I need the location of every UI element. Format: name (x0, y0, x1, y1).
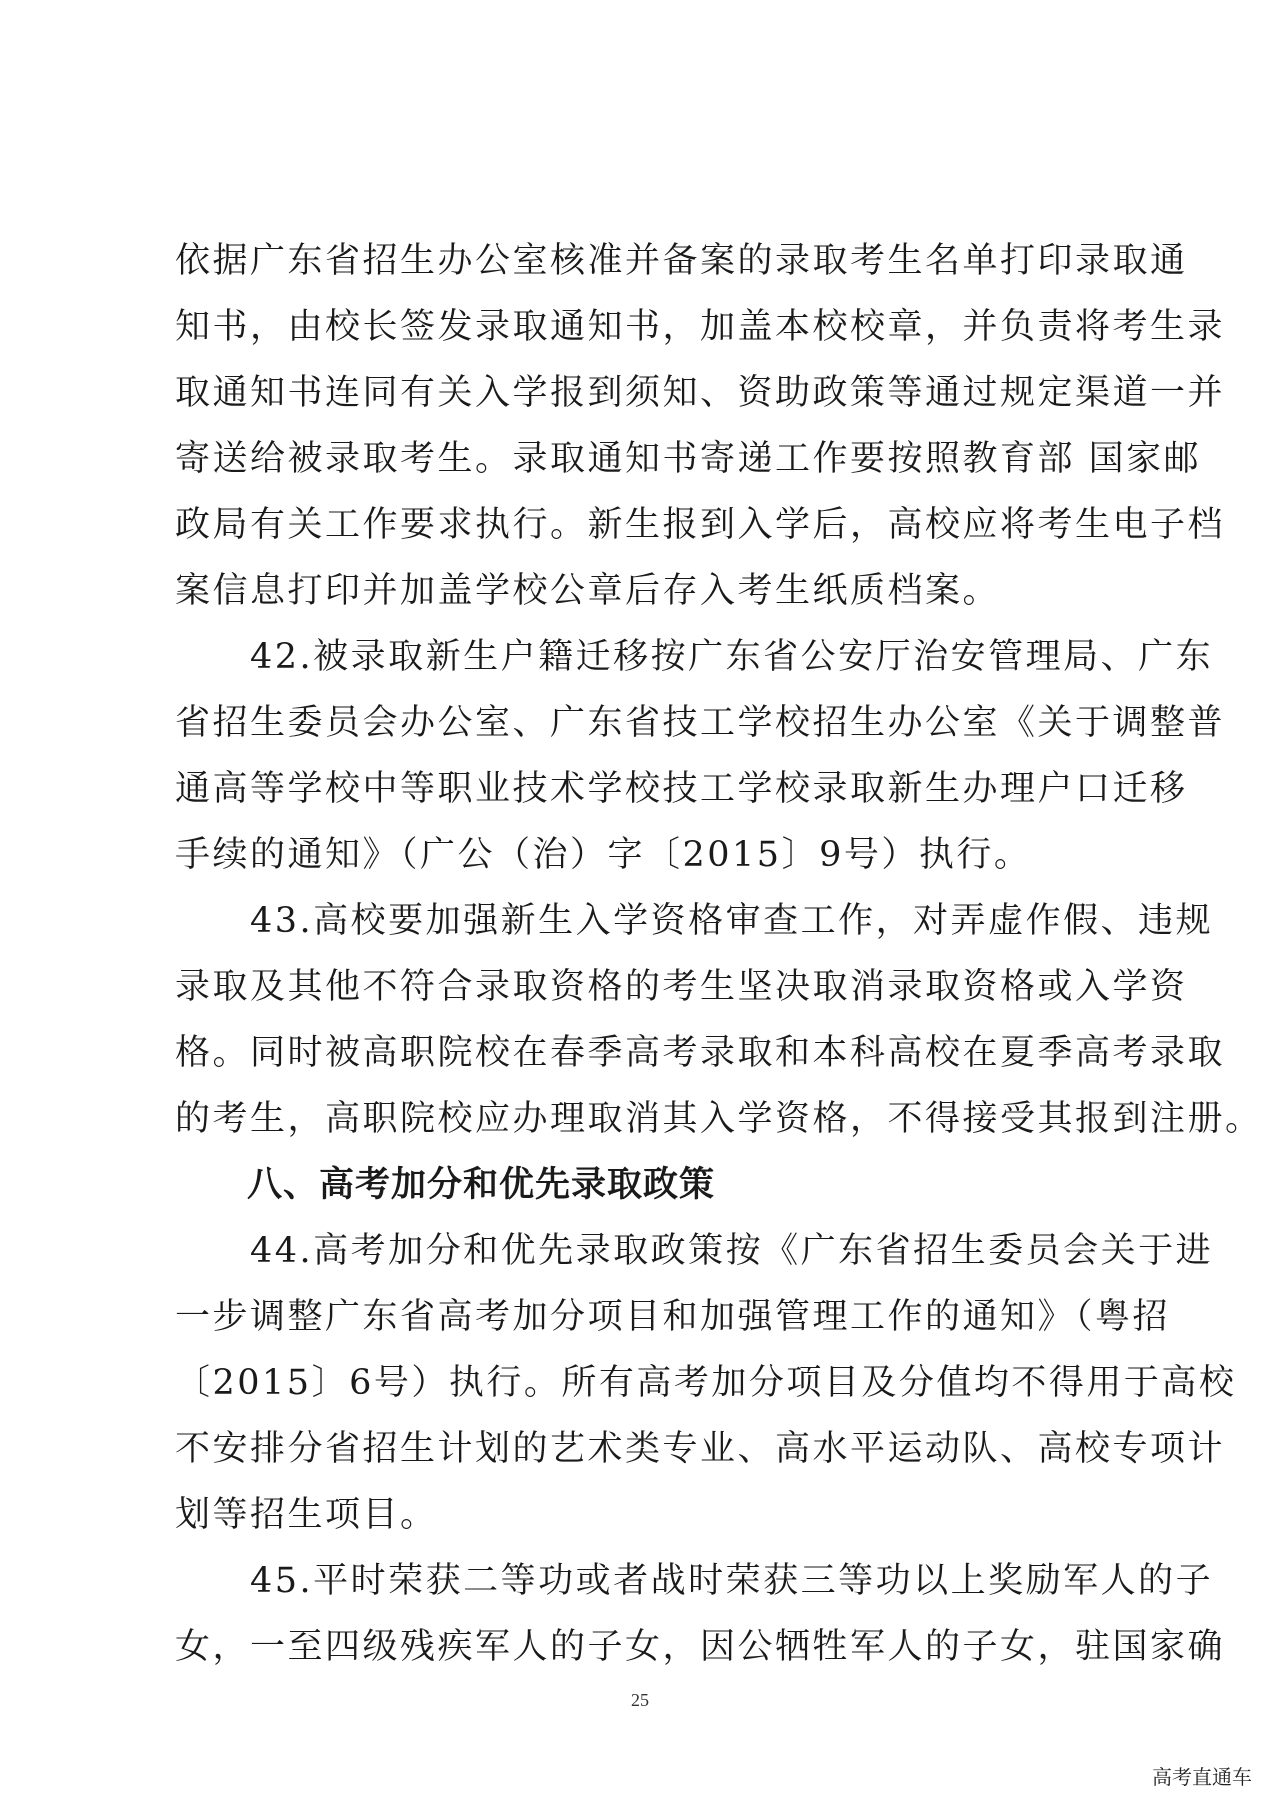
text-line: 42.被录取新生户籍迁移按广东省公安厅治安管理局、广东 (175, 637, 1214, 677)
text-line: 女，一至四级残疾军人的子女，因公牺牲军人的子女，驻国家确 (175, 1627, 1226, 1667)
text-line: 手续的通知》（广公（治）字〔2015〕9号）执行。 (175, 835, 1032, 875)
section-heading: 八、高考加分和优先录取政策 (175, 1165, 716, 1205)
text-line: 的考生，高职院校应办理取消其入学资格，不得接受其报到注册。 (175, 1099, 1263, 1139)
watermark: 高考直通车 (1152, 1765, 1252, 1789)
text-line: 〔2015〕6号）执行。所有高考加分项目及分值均不得用于高校 (175, 1363, 1237, 1403)
text-line: 录取及其他不符合录取资格的考生坚决取消录取资格或入学资 (175, 967, 1188, 1007)
text-line: 省招生委员会办公室、广东省技工学校招生办公室《关于调整普 (175, 703, 1226, 743)
text-line: 案信息打印并加盖学校公章后存入考生纸质档案。 (175, 571, 1001, 611)
text-line: 格。同时被高职院校在春季高考录取和本科高校在夏季高考录取 (175, 1033, 1226, 1073)
text-line: 45.平时荣获二等功或者战时荣获三等功以上奖励军人的子 (175, 1561, 1214, 1601)
text-line: 通高等学校中等职业技术学校技工学校录取新生办理户口迁移 (175, 769, 1188, 809)
text-line: 知书，由校长签发录取通知书，加盖本校校章，并负责将考生录 (175, 307, 1226, 347)
text-line: 寄送给被录取考生。录取通知书寄递工作要按照教育部 国家邮 (175, 439, 1202, 479)
text-line: 政局有关工作要求执行。新生报到入学后，高校应将考生电子档 (175, 505, 1226, 545)
text-line: 一步调整广东省高考加分项目和加强管理工作的通知》（粤招 (175, 1297, 1171, 1337)
text-line: 取通知书连同有关入学报到须知、资助政策等通过规定渠道一并 (175, 373, 1226, 413)
text-line: 43.高校要加强新生入学资格审查工作，对弄虚作假、违规 (175, 901, 1214, 941)
text-line: 划等招生项目。 (175, 1495, 438, 1535)
text-line: 不安排分省招生计划的艺术类专业、高水平运动队、高校专项计 (175, 1429, 1226, 1469)
text-line: 44.高考加分和优先录取政策按《广东省招生委员会关于进 (175, 1231, 1214, 1271)
text-line: 依据广东省招生办公室核准并备案的录取考生名单打印录取通 (175, 241, 1188, 281)
page-number: 25 (631, 1690, 649, 1710)
document-body (175, 228, 1263, 1680)
